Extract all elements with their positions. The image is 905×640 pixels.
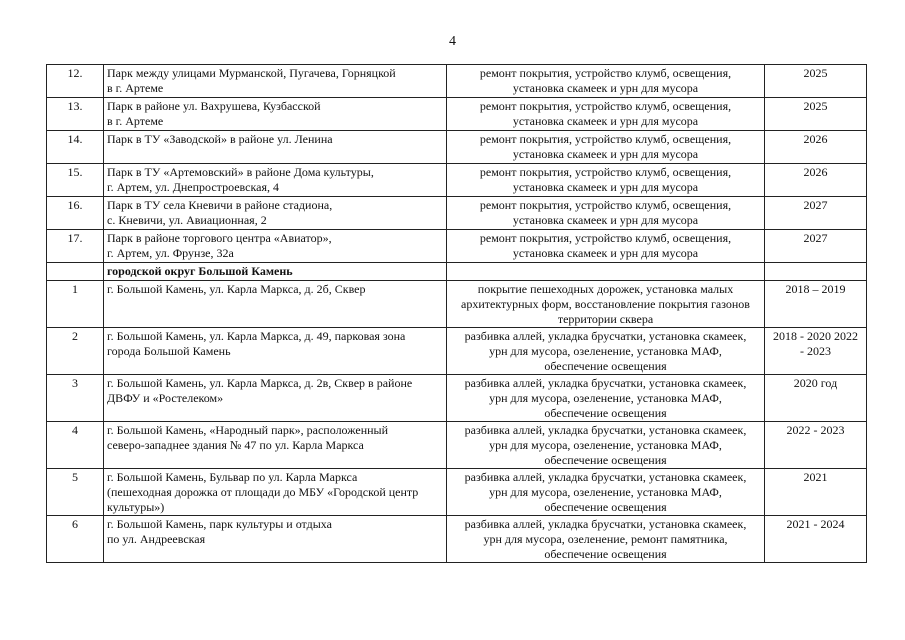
year: 2026: [765, 131, 867, 164]
table-row: [47, 375, 867, 422]
row-number: 6: [47, 516, 104, 563]
object-name: Парк в ТУ «Артемовский» в районе Дома культуры, г. Артем, ул. Днепростроевская, 4: [104, 164, 447, 197]
row-number: 12.: [47, 65, 104, 98]
work-description: разбивка аллей, укладка брусчатки, установка скамеек, урн для мусора, озеленение, ремонт памятника, обеспечение освещения: [447, 516, 765, 563]
row-number: 15.: [47, 164, 104, 197]
year: 2018 - 2020 2022 - 2023: [765, 328, 867, 375]
section-number-cell: [47, 263, 104, 281]
work-description: ремонт покрытия, устройство клумб, освещения, установка скамеек и урн для мусора: [447, 230, 765, 263]
object-name: г. Большой Камень, ул. Карла Маркса, д. 2б, Сквер: [104, 281, 447, 328]
object-name: Парк в районе ул. Вахрушева, Кузбасской в г. Артеме: [104, 98, 447, 131]
work-description: разбивка аллей, укладка брусчатки, установка скамеек, урн для мусора, озеленение, установка МАФ, обеспечение освещения: [447, 375, 765, 422]
year: 2021: [765, 469, 867, 516]
work-description: ремонт покрытия, устройство клумб, освещения, установка скамеек и урн для мусора: [447, 164, 765, 197]
object-name: г. Большой Камень, «Народный парк», расположенный северо-западнее здания № 47 по ул. Карла Маркса: [104, 422, 447, 469]
table-row: [47, 328, 867, 375]
row-number: 4: [47, 422, 104, 469]
table-row: [47, 65, 867, 98]
object-name: г. Большой Камень, Бульвар по ул. Карла Маркса (пешеходная дорожка от площади до МБУ «Городской центр культуры»): [104, 469, 447, 516]
page-number: 4: [449, 34, 456, 49]
object-name: Парк в ТУ села Кневичи в районе стадиона, с. Кневичи, ул. Авиационная, 2: [104, 197, 447, 230]
object-name: Парк между улицами Мурманской, Пугачева, Горняцкой в г. Артеме: [104, 65, 447, 98]
year: 2025: [765, 98, 867, 131]
table-row: [47, 422, 867, 469]
table-row: [47, 281, 867, 328]
year: 2025: [765, 65, 867, 98]
row-number: 17.: [47, 230, 104, 263]
work-description: ремонт покрытия, устройство клумб, освещения, установка скамеек и урн для мусора: [447, 197, 765, 230]
row-number: 5: [47, 469, 104, 516]
row-number: 3: [47, 375, 104, 422]
table-row: [47, 164, 867, 197]
object-name: г. Большой Камень, ул. Карла Маркса, д. 2в, Сквер в районе ДВФУ и «Ростелеком»: [104, 375, 447, 422]
year: 2021 - 2024: [765, 516, 867, 563]
table-row: [47, 516, 867, 563]
work-description: ремонт покрытия, устройство клумб, освещения, установка скамеек и урн для мусора: [447, 98, 765, 131]
work-description: разбивка аллей, укладка брусчатки, установка скамеек, урн для мусора, озеленение, установка МАФ, обеспечение освещения: [447, 328, 765, 375]
section-title: городской округ Большой Камень: [104, 263, 447, 281]
section-year-cell: [765, 263, 867, 281]
table-row: [47, 131, 867, 164]
year: 2027: [765, 230, 867, 263]
row-number: 2: [47, 328, 104, 375]
section-row: [47, 263, 867, 281]
row-number: 14.: [47, 131, 104, 164]
year: 2027: [765, 197, 867, 230]
object-name: Парк в районе торгового центра «Авиатор», г. Артем, ул. Фрунзе, 32а: [104, 230, 447, 263]
year: 2020 год: [765, 375, 867, 422]
row-number: 1: [47, 281, 104, 328]
year: 2018 – 2019: [765, 281, 867, 328]
section-work-cell: [447, 263, 765, 281]
table-row: [47, 230, 867, 263]
object-name: г. Большой Камень, парк культуры и отдыха по ул. Андреевская: [104, 516, 447, 563]
work-description: ремонт покрытия, устройство клумб, освещения, установка скамеек и урн для мусора: [447, 131, 765, 164]
row-number: 13.: [47, 98, 104, 131]
table-row: [47, 469, 867, 516]
row-number: 16.: [47, 197, 104, 230]
table-row: [47, 197, 867, 230]
table-row: [47, 98, 867, 131]
year: 2026: [765, 164, 867, 197]
improvement-plan-table: [46, 64, 867, 563]
object-name: Парк в ТУ «Заводской» в районе ул. Ленина: [104, 131, 447, 164]
work-description: ремонт покрытия, устройство клумб, освещения, установка скамеек и урн для мусора: [447, 65, 765, 98]
work-description: покрытие пешеходных дорожек, установка малых архитектурных форм, восстановление покрытия газонов территории сквера: [447, 281, 765, 328]
work-description: разбивка аллей, укладка брусчатки, установка скамеек, урн для мусора, озеленение, установка МАФ, обеспечение освещения: [447, 422, 765, 469]
year: 2022 - 2023: [765, 422, 867, 469]
work-description: разбивка аллей, укладка брусчатки, установка скамеек, урн для мусора, озеленение, установка МАФ, обеспечение освещения: [447, 469, 765, 516]
object-name: г. Большой Камень, ул. Карла Маркса, д. 49, парковая зона города Большой Камень: [104, 328, 447, 375]
